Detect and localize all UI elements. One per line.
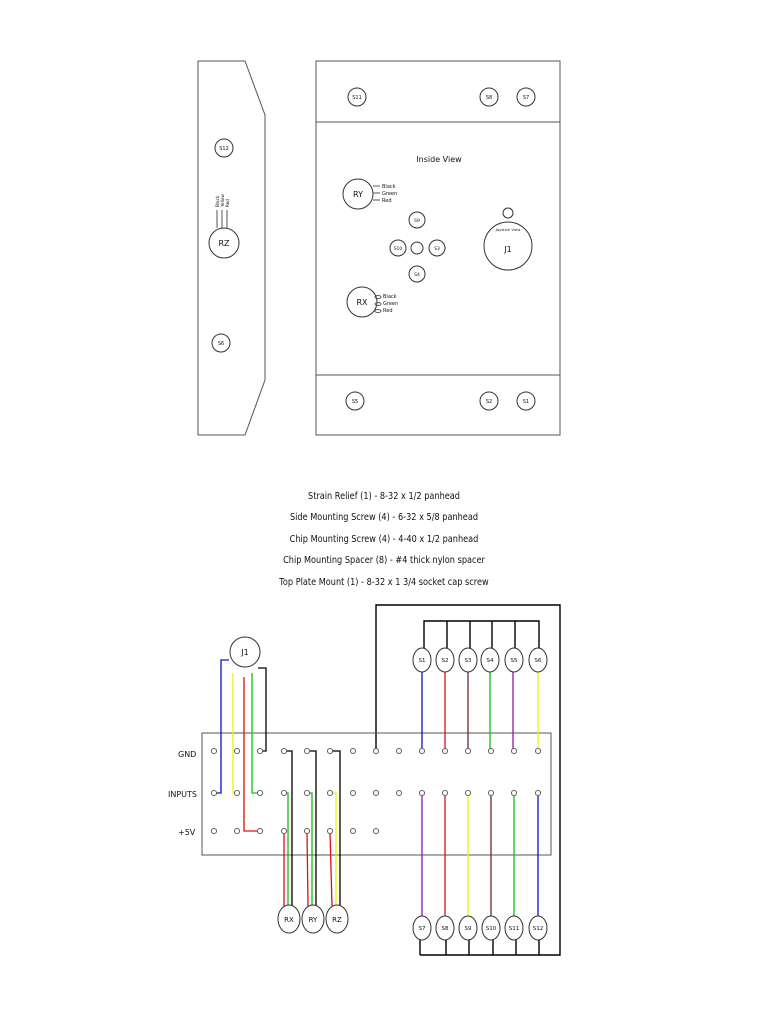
wire-label: Black [382, 184, 396, 190]
connector-label: S6 [534, 658, 542, 664]
connector-label: S1 [418, 658, 426, 664]
wire-label: Red [382, 198, 392, 204]
sensor-rx-top [347, 287, 398, 317]
breadboard-pin [257, 790, 262, 795]
breadboard-pin [373, 748, 378, 753]
breadboard-pin [373, 790, 378, 795]
screw-label: S9 [414, 219, 420, 224]
breadboard-pin [281, 790, 286, 795]
note-side-mounting-screw: Side Mounting Screw (4) - 6-32 x 5/8 panhead [289, 512, 479, 524]
connector-label: S3 [464, 658, 472, 664]
screw-label: S1 [522, 399, 530, 405]
breadboard-pin [419, 790, 424, 795]
sensor-label: RZ [218, 239, 230, 248]
breadboard-pin [281, 828, 286, 833]
breadboard-pin [234, 790, 239, 795]
breadboard-pin [234, 748, 239, 753]
breadboard-pin [350, 790, 355, 795]
breadboard-pin [419, 748, 424, 753]
wire-label: Black [215, 195, 220, 207]
note-strain-relief: Strain Relief (1) - 8-32 x 1/2 panhead [308, 491, 460, 502]
breadboard-pin [442, 748, 447, 753]
connector-label: S2 [441, 658, 449, 664]
top-connectors [413, 648, 547, 672]
wire-label: Black [383, 294, 397, 300]
screw-label: S7 [522, 95, 530, 101]
screw-label: S2 [485, 399, 493, 405]
breadboard-pin [373, 828, 378, 833]
screw-label: S4 [414, 273, 420, 278]
breadboard-pin [535, 748, 540, 753]
joystick-j1 [230, 637, 260, 667]
side-screw-s12 [215, 139, 233, 157]
inside-view-title: Inside View [416, 155, 462, 164]
breadboard-pin [396, 748, 401, 753]
breadboard-pin [488, 748, 493, 753]
joystick-j1-top [484, 208, 532, 270]
connector-label: J1 [241, 648, 249, 657]
connector-label: S10 [485, 926, 497, 932]
breadboard-pin [257, 828, 262, 833]
screw-label: S11 [352, 95, 362, 101]
sensor-connectors [278, 905, 348, 933]
breadboard-pin [535, 790, 540, 795]
row-labels [168, 750, 197, 837]
breadboard-pin [350, 828, 355, 833]
note-top-plate-mount: Top Plate Mount (1) - 8-32 x 1 3/4 socket cap screw [279, 576, 489, 588]
side-wire-labels [215, 194, 230, 228]
breadboard-pin [281, 748, 286, 753]
breadboard-pin [211, 748, 216, 753]
side-screw-s6 [212, 334, 230, 352]
screw-label: S5 [351, 399, 359, 405]
top-band-screws [348, 88, 535, 106]
connector-label: S5 [510, 658, 518, 664]
hardware-notes [0, 486, 768, 593]
top-assembly-drawing [198, 61, 560, 435]
breadboard-pin [396, 790, 401, 795]
connector-label: S4 [486, 658, 494, 664]
breadboard-pin [327, 790, 332, 795]
wire-label: Red [383, 308, 393, 314]
sensor-label: RX [356, 298, 368, 307]
wiring-diagram [168, 605, 560, 955]
breadboard-pin [327, 828, 332, 833]
breadboard-pin [327, 748, 332, 753]
breadboard-pin [234, 828, 239, 833]
connector-label: S12 [532, 926, 544, 932]
breadboard-pin [304, 748, 309, 753]
screw-label: S12 [219, 146, 229, 152]
sensor-label: RY [353, 190, 363, 199]
screw-label: S8 [485, 95, 493, 101]
breadboard-pin [465, 748, 470, 753]
breadboard-pin [511, 748, 516, 753]
breadboard-pin [465, 790, 470, 795]
joystick-view-label: Joystick View [495, 227, 521, 232]
row-label-inputs: INPUTS [168, 790, 197, 799]
breadboard-pin [350, 748, 355, 753]
screw-label: S10 [393, 247, 403, 252]
note-chip-mounting-screw: Chip Mounting Screw (4) - 4-40 x 1/2 panhead [289, 533, 479, 545]
breadboard-pin [211, 828, 216, 833]
note-chip-mounting-spacer: Chip Mounting Spacer (8) - #4 thick nylon spacer [283, 555, 485, 567]
connector-label: RY [308, 916, 318, 924]
sensor-rz-top [209, 228, 239, 258]
screw-label: S3 [434, 247, 440, 252]
breadboard-pin [488, 790, 493, 795]
connector-label: S9 [464, 926, 472, 932]
connector-label: S11 [508, 926, 520, 932]
joystick-label: J1 [504, 245, 512, 254]
connector-label: RX [284, 916, 294, 924]
connector-label: S8 [441, 926, 449, 932]
breadboard-pin [257, 748, 262, 753]
connector-label: S7 [418, 926, 426, 932]
bottom-connectors [413, 916, 547, 940]
connector-label: RZ [332, 916, 342, 924]
row-label-gnd: GND [178, 750, 197, 759]
breadboard-pin [304, 828, 309, 833]
wire-label: Yellow [220, 194, 225, 207]
sensor-ry-top [343, 179, 397, 209]
row-label-5v: +5V [178, 828, 196, 837]
wire-label: Green [383, 301, 399, 307]
breadboard-pin [304, 790, 309, 795]
chip-screws [390, 212, 445, 282]
breadboard-pin [211, 790, 216, 795]
breadboard-pin [442, 790, 447, 795]
wire-label: Red [225, 199, 230, 207]
breadboard-pin [511, 790, 516, 795]
bottom-band-screws [346, 392, 535, 410]
screw-label: S6 [217, 341, 225, 347]
wire-label: Green [382, 191, 398, 197]
